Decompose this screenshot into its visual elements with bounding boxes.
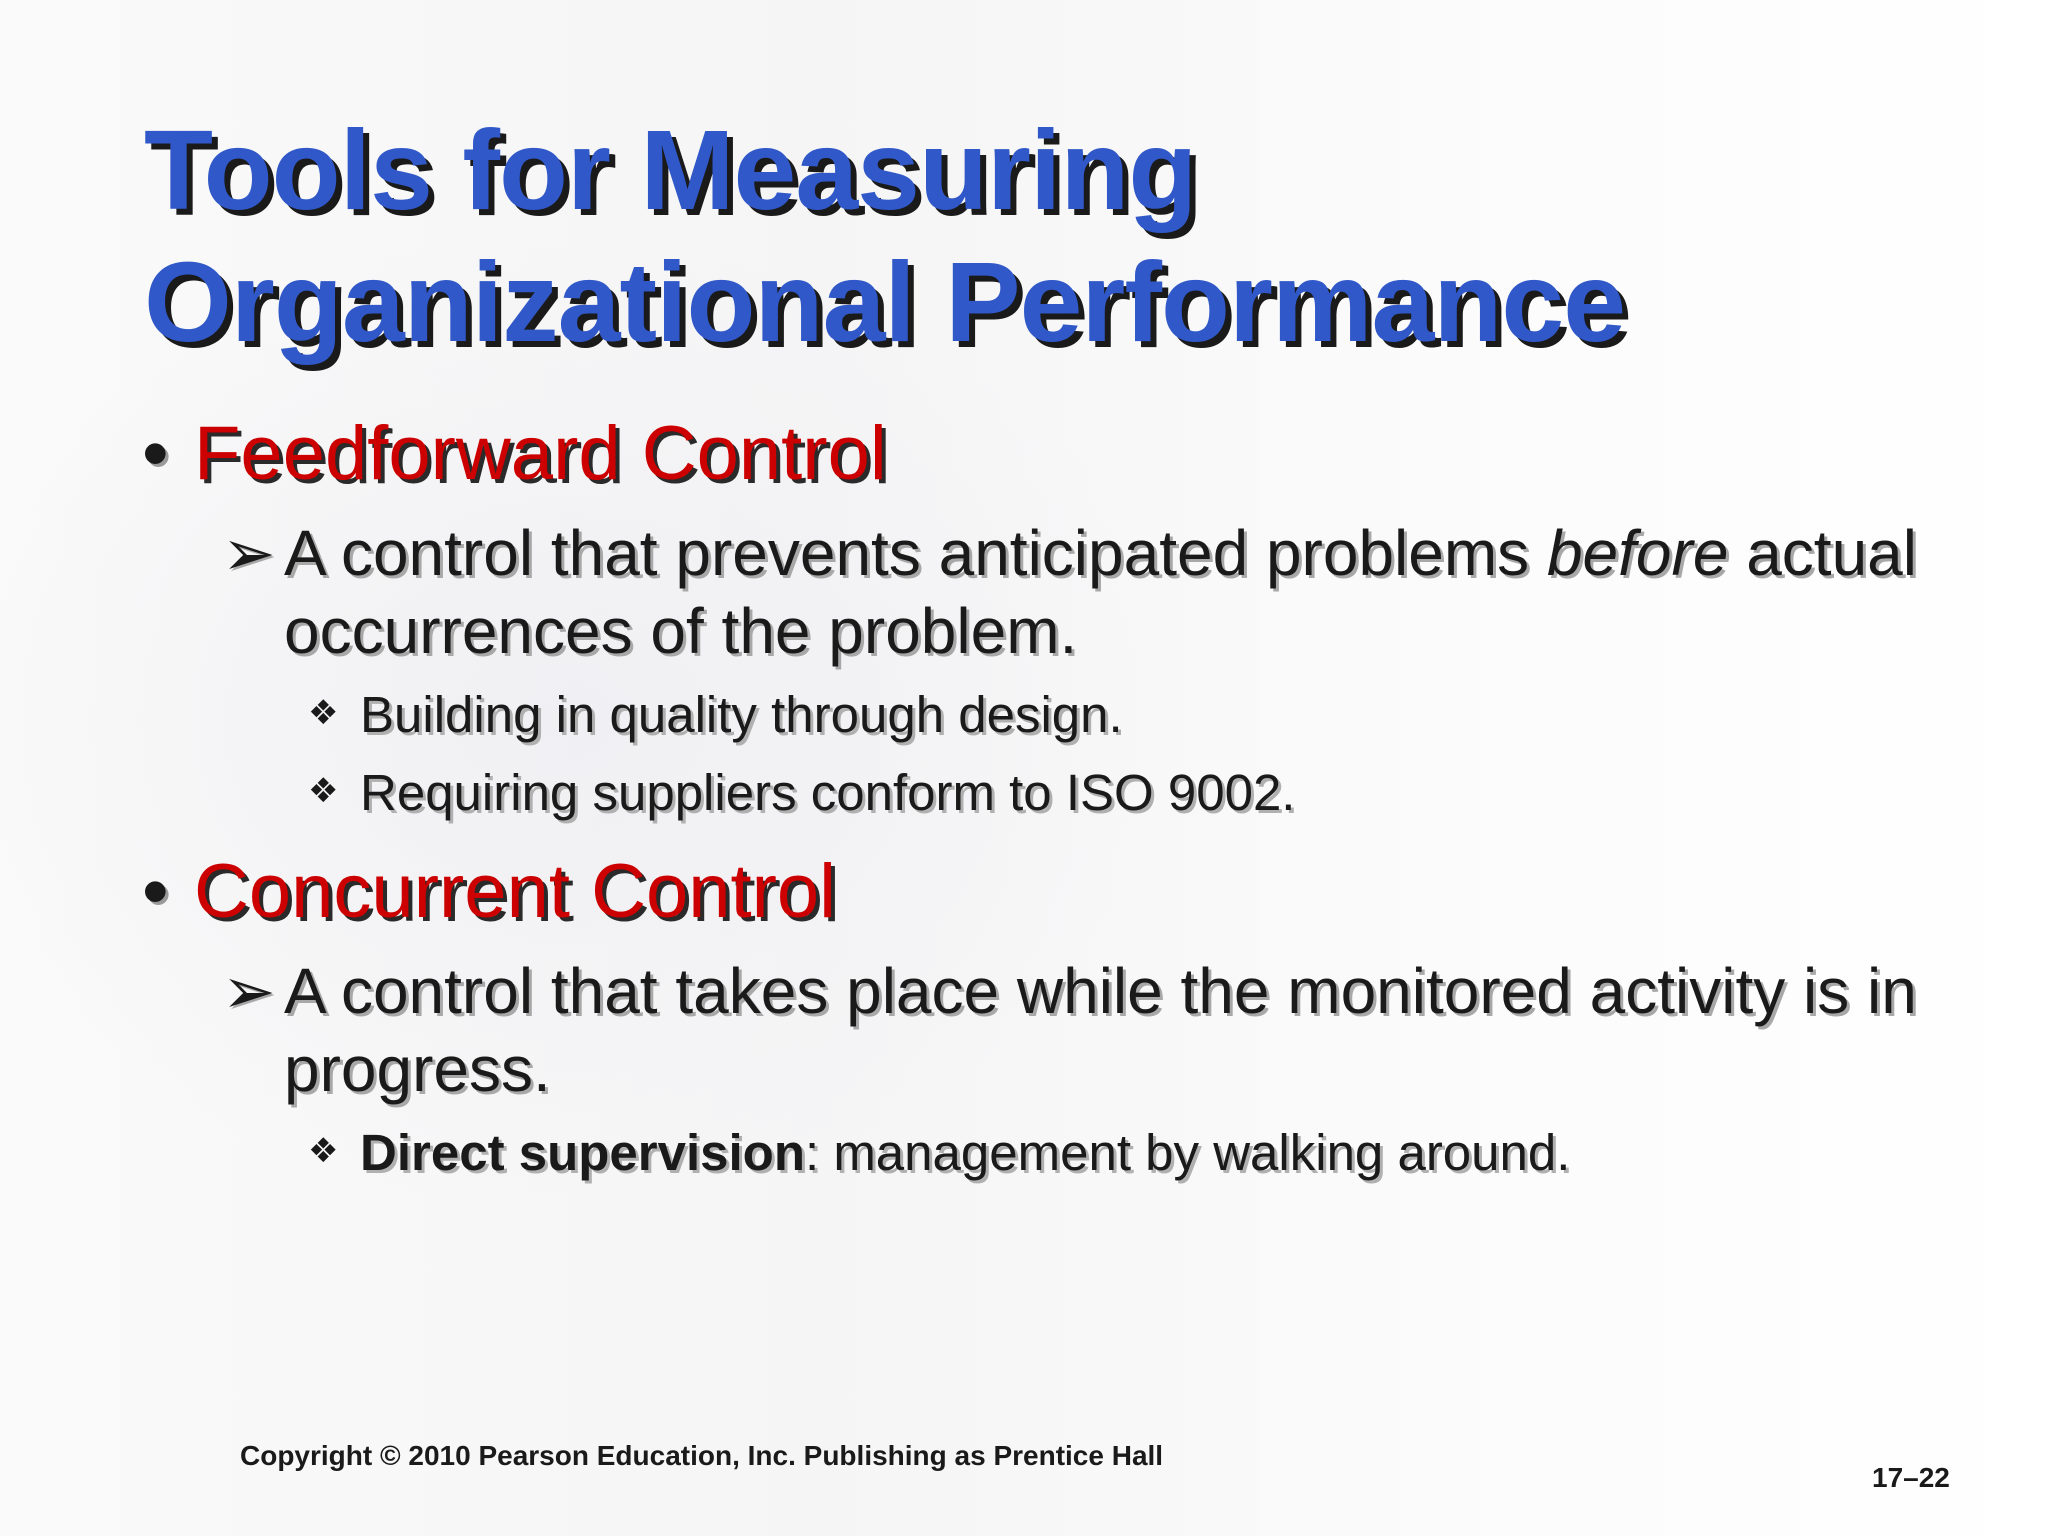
feedforward-description — [284, 514, 1982, 670]
heading-concurrent-control: Concurrent Control — [194, 849, 837, 934]
diamond-bullet-icon: ❖ — [308, 1131, 339, 1171]
bullet-glyph: • — [142, 411, 169, 496]
sub-bullet-feedforward-description — [222, 514, 1982, 670]
arrow-bullet-icon: ➢ — [222, 955, 276, 1027]
example-text: Building in quality through design. — [360, 686, 1123, 743]
example-item — [308, 682, 1988, 746]
diamond-bullet-icon: ❖ — [308, 693, 339, 733]
sub-bullet-concurrent-description — [222, 952, 1982, 1108]
example-item — [308, 760, 1988, 824]
slide-number: 17–22 — [1872, 1462, 1950, 1493]
slide-title-line-1: Tools for Measuring — [144, 107, 1197, 233]
example-definition: : management by walking around. — [804, 1124, 1571, 1181]
diamond-bullet-icon: ❖ — [308, 771, 339, 811]
arrow-bullet-icon: ➢ — [222, 517, 276, 589]
feedforward-description-part-2: actual occurrences of the problem. — [284, 517, 1917, 667]
feedforward-description-part-1: A control that prevents anticipated problems — [284, 517, 1547, 589]
concurrent-description: A control that takes place while the monitored activity is in progress. — [284, 955, 1917, 1105]
example-item — [308, 1120, 1988, 1184]
copyright-notice: Copyright © 2010 Pearson Education, Inc. Publishing as Prentice Hall — [240, 1440, 1164, 1471]
example-term: Direct supervision — [360, 1124, 805, 1181]
example-text: Requiring suppliers conform to ISO 9002. — [360, 764, 1296, 821]
bullet-feedforward-control — [142, 410, 887, 498]
feedforward-description-emphasis: before — [1546, 517, 1729, 589]
bullet-concurrent-control — [142, 848, 836, 936]
bullet-glyph: • — [142, 849, 169, 934]
heading-feedforward-control: Feedforward Control — [194, 411, 887, 496]
slide-title-line-2: Organizational Performance — [144, 239, 1626, 365]
